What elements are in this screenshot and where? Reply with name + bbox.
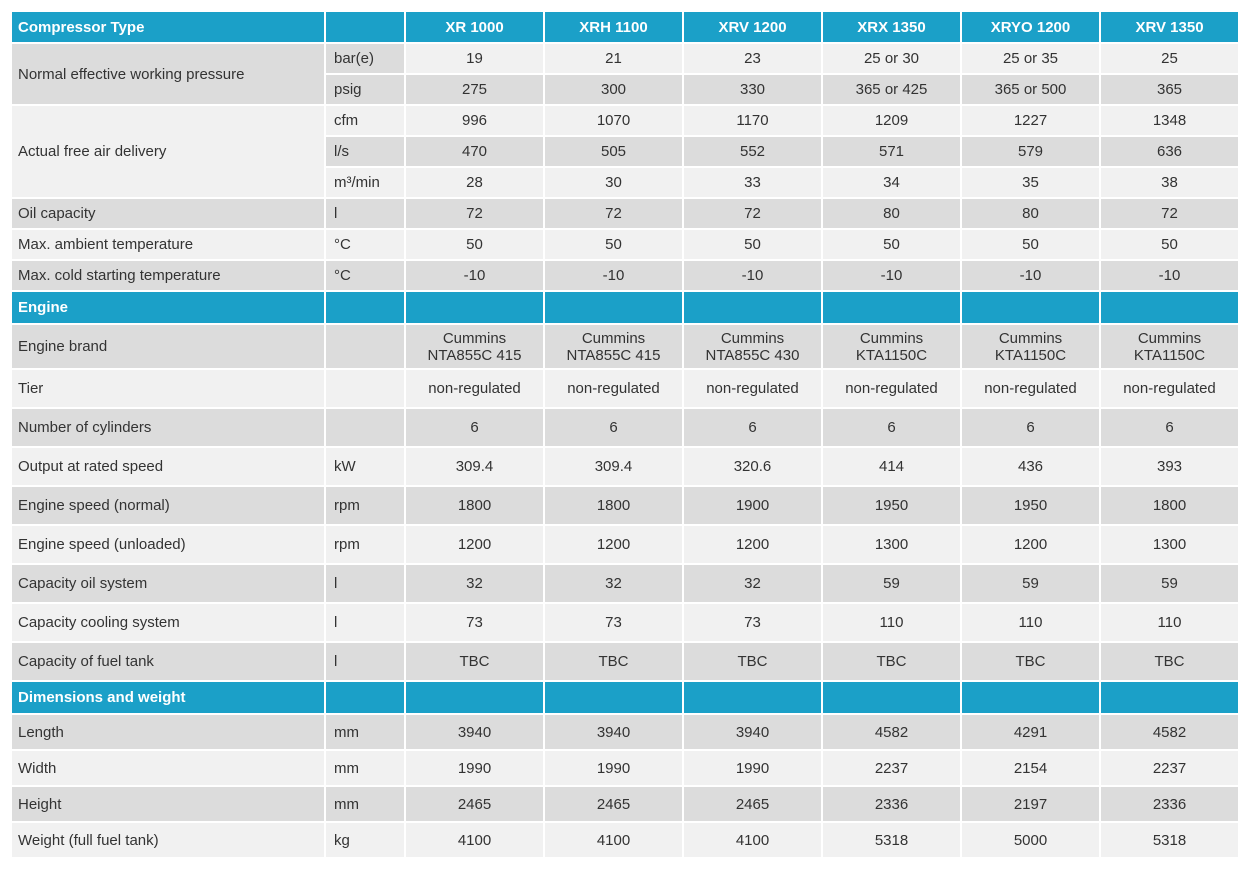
model-header: XRX 1350 [822,12,961,43]
cell-value: 110 [961,603,1100,642]
cell-value: 33 [683,167,822,198]
section-blank [544,291,683,324]
cell-value: 23 [683,43,822,74]
row-label: Engine brand [12,324,325,369]
cell-value: 50 [683,229,822,260]
row-unit: psig [325,74,405,105]
cell-value: 50 [961,229,1100,260]
row-unit: l [325,603,405,642]
row-label: Capacity of fuel tank [12,642,325,681]
cell-value: 1990 [683,750,822,786]
dimensions-section-header [12,681,1239,714]
cell-value: TBC [1100,642,1239,681]
cell-value: Cummins KTA1150C [1100,324,1239,369]
cell-value: 320.6 [683,447,822,486]
section-blank [1100,681,1239,714]
cell-value: 4100 [544,822,683,858]
cell-value: 35 [961,167,1100,198]
cell-value: Cummins NTA855C 415 [405,324,544,369]
cell-value: 6 [544,408,683,447]
cell-value: 365 or 500 [961,74,1100,105]
cell-value: 4100 [683,822,822,858]
cell-value: Cummins NTA855C 415 [544,324,683,369]
cell-value: -10 [822,260,961,291]
cell-value: 5318 [822,822,961,858]
cell-value: 996 [405,105,544,136]
cell-value: 300 [544,74,683,105]
cell-value: non-regulated [683,369,822,408]
cell-value: 4582 [822,714,961,750]
cell-value: non-regulated [544,369,683,408]
cell-value: 34 [822,167,961,198]
row-unit: l/s [325,136,405,167]
cell-value: 73 [544,603,683,642]
section-title-dimensions: Dimensions and weight [12,681,325,714]
cell-value: 25 [1100,43,1239,74]
cell-value: 4582 [1100,714,1239,750]
cell-value: 1200 [405,525,544,564]
cell-value: 50 [405,229,544,260]
cell-value: 393 [1100,447,1239,486]
cell-value: 414 [822,447,961,486]
cell-value: 110 [1100,603,1239,642]
cell-value: Cummins KTA1150C [822,324,961,369]
cell-value: 6 [405,408,544,447]
model-header: XR 1000 [405,12,544,43]
row-unit: rpm [325,525,405,564]
row-unit [325,369,405,408]
cell-value: 1800 [544,486,683,525]
row-label: Actual free air delivery [12,105,325,198]
oil-capacity-row [12,198,1239,229]
row-unit: kg [325,822,405,858]
cell-value: 1200 [544,525,683,564]
weight-row [12,822,1239,858]
cell-value: TBC [822,642,961,681]
row-unit: mm [325,750,405,786]
row-label: Capacity oil system [12,564,325,603]
cell-value: 1990 [405,750,544,786]
section-blank [822,291,961,324]
row-label: Max. ambient temperature [12,229,325,260]
cell-value: TBC [544,642,683,681]
row-label: Oil capacity [12,198,325,229]
cell-value: 50 [544,229,683,260]
cell-value: non-regulated [822,369,961,408]
cell-value: 72 [544,198,683,229]
cell-value: 579 [961,136,1100,167]
row-unit: l [325,642,405,681]
height-row [12,786,1239,822]
cell-value: 365 [1100,74,1239,105]
cell-value: 1990 [544,750,683,786]
cell-value: 552 [683,136,822,167]
model-header: XRH 1100 [544,12,683,43]
section-blank [325,681,405,714]
delivery-row-cfm [12,105,1239,136]
cooling-system-row [12,603,1239,642]
section-blank [961,291,1100,324]
row-unit: l [325,564,405,603]
cell-value: 4291 [961,714,1100,750]
cell-value: non-regulated [405,369,544,408]
cell-value: 32 [405,564,544,603]
cell-value: 309.4 [544,447,683,486]
row-unit: rpm [325,486,405,525]
section-blank [405,681,544,714]
cell-value: 3940 [544,714,683,750]
cell-value: 38 [1100,167,1239,198]
speed-normal-row [12,486,1239,525]
cell-value: 50 [1100,229,1239,260]
cell-value: 32 [544,564,683,603]
section-blank [683,291,822,324]
cell-value: TBC [405,642,544,681]
section-title-engine: Engine [12,291,325,324]
cell-value: 59 [822,564,961,603]
cell-value: 2336 [822,786,961,822]
section-blank [325,291,405,324]
cell-value: 365 or 425 [822,74,961,105]
row-label: Width [12,750,325,786]
cell-value: 6 [822,408,961,447]
cell-value: 3940 [683,714,822,750]
row-unit: mm [325,786,405,822]
cell-value: 21 [544,43,683,74]
cell-value: 275 [405,74,544,105]
section-blank [544,681,683,714]
cell-value: TBC [961,642,1100,681]
cell-value: 3940 [405,714,544,750]
output-row [12,447,1239,486]
spec-sheet [12,12,1240,859]
section-blank [405,291,544,324]
row-unit [325,324,405,369]
cell-value: 28 [405,167,544,198]
cell-value: 1170 [683,105,822,136]
cylinders-row [12,408,1239,447]
tier-row [12,369,1239,408]
cell-value: 505 [544,136,683,167]
row-unit: kW [325,447,405,486]
oil-system-row [12,564,1239,603]
header-row [12,12,1239,43]
cell-value: non-regulated [961,369,1100,408]
cell-value: 2154 [961,750,1100,786]
cell-value: 2465 [405,786,544,822]
section-blank [822,681,961,714]
model-header: XRYO 1200 [961,12,1100,43]
cell-value: 571 [822,136,961,167]
length-row [12,714,1239,750]
cell-value: 1070 [544,105,683,136]
cell-value: 25 or 35 [961,43,1100,74]
speed-unloaded-row [12,525,1239,564]
cell-value: 72 [683,198,822,229]
cell-value: 1227 [961,105,1100,136]
cell-value: 1348 [1100,105,1239,136]
row-label: Number of cylinders [12,408,325,447]
unit-header [325,12,405,43]
cell-value: 2465 [683,786,822,822]
cell-value: 2237 [822,750,961,786]
cell-value: 2336 [1100,786,1239,822]
cell-value: 110 [822,603,961,642]
cell-value: 6 [683,408,822,447]
row-label: Engine speed (unloaded) [12,525,325,564]
row-label: Capacity cooling system [12,603,325,642]
cell-value: 73 [683,603,822,642]
cell-value: 2465 [544,786,683,822]
cell-value: 4100 [405,822,544,858]
row-unit: mm [325,714,405,750]
cell-value: 50 [822,229,961,260]
cell-value: 32 [683,564,822,603]
cell-value: 80 [822,198,961,229]
cell-value: 2197 [961,786,1100,822]
row-label: Length [12,714,325,750]
cell-value: 1950 [961,486,1100,525]
cell-value: 72 [1100,198,1239,229]
cell-value: 470 [405,136,544,167]
row-label: Height [12,786,325,822]
cell-value: 309.4 [405,447,544,486]
compressor-type-header: Compressor Type [12,12,325,43]
cell-value: 19 [405,43,544,74]
cell-value: 1200 [961,525,1100,564]
row-label: Weight (full fuel tank) [12,822,325,858]
cold-start-temp-row [12,260,1239,291]
row-unit: °C [325,229,405,260]
cell-value: 30 [544,167,683,198]
cell-value: Cummins NTA855C 430 [683,324,822,369]
cell-value: -10 [683,260,822,291]
model-header: XRV 1350 [1100,12,1239,43]
ambient-temp-row [12,229,1239,260]
row-unit: m³/min [325,167,405,198]
pressure-row-bar [12,43,1239,74]
cell-value: 5000 [961,822,1100,858]
cell-value: 59 [961,564,1100,603]
cell-value: TBC [683,642,822,681]
cell-value: 1800 [405,486,544,525]
row-label: Tier [12,369,325,408]
cell-value: 1209 [822,105,961,136]
cell-value: -10 [544,260,683,291]
row-unit: °C [325,260,405,291]
row-unit: bar(e) [325,43,405,74]
row-label: Output at rated speed [12,447,325,486]
model-header: XRV 1200 [683,12,822,43]
cell-value: -10 [961,260,1100,291]
section-blank [961,681,1100,714]
width-row [12,750,1239,786]
cell-value: 2237 [1100,750,1239,786]
row-unit: l [325,198,405,229]
compressor-spec-table [12,12,1240,859]
cell-value: 6 [1100,408,1239,447]
cell-value: 436 [961,447,1100,486]
cell-value: 1300 [1100,525,1239,564]
cell-value: Cummins KTA1150C [961,324,1100,369]
cell-value: 80 [961,198,1100,229]
cell-value: 1200 [683,525,822,564]
row-label: Engine speed (normal) [12,486,325,525]
cell-value: 59 [1100,564,1239,603]
engine-brand-row [12,324,1239,369]
row-unit: cfm [325,105,405,136]
cell-value: -10 [405,260,544,291]
cell-value: 6 [961,408,1100,447]
row-label: Normal effective working pressure [12,43,325,105]
cell-value: non-regulated [1100,369,1239,408]
cell-value: 72 [405,198,544,229]
cell-value: 330 [683,74,822,105]
cell-value: 636 [1100,136,1239,167]
section-blank [683,681,822,714]
cell-value: 5318 [1100,822,1239,858]
cell-value: 73 [405,603,544,642]
cell-value: 1950 [822,486,961,525]
section-blank [1100,291,1239,324]
fuel-tank-row [12,642,1239,681]
cell-value: 1900 [683,486,822,525]
row-unit [325,408,405,447]
engine-section-header [12,291,1239,324]
cell-value: 1800 [1100,486,1239,525]
cell-value: 25 or 30 [822,43,961,74]
cell-value: -10 [1100,260,1239,291]
row-label: Max. cold starting temperature [12,260,325,291]
cell-value: 1300 [822,525,961,564]
